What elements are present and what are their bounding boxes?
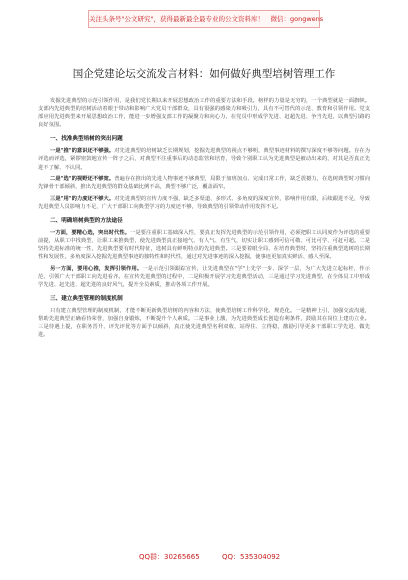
footer xyxy=(0,552,408,564)
body-paragraph xyxy=(38,97,370,129)
paragraph-lead: 二是"选"的视野还不够宽。 xyxy=(50,176,115,183)
section-heading: 二、明确培树典型的方法途径 xyxy=(50,218,123,225)
body-paragraph xyxy=(38,195,370,211)
body-paragraph xyxy=(38,265,370,289)
body-paragraph xyxy=(38,307,370,339)
section-heading: 三、建立典型管理的制度机制 xyxy=(50,296,123,303)
document-body xyxy=(38,97,370,343)
paragraph-lead: 一是"推"的意识还不够强。 xyxy=(50,148,115,155)
paragraph-lead: 另一方面，要用心推，发挥引领作用。 xyxy=(50,265,143,272)
section-heading: 一、找准典型培树的突出问题 xyxy=(50,136,123,143)
paragraph-text: 只有建立典型管理的制度机制，才能不断更新典型培树的内容和方法，使典型培树工作科学化、规范化。一是精神上引，加强交流沟通，帮助先进典型正确看待荣誉，加强自身锻炼，不断提升个人素质。二是事业上激，为先进典型成长创造有利条件，鼓励其在岗位上建功立业。三是待遇上提，在职务晋升、评先评优等方面予以倾斜，真正使先进典型名利双收、站得住、立得稳，激励引导更多干部职工学先进、做先进。 xyxy=(38,308,370,339)
document-title: 国企党建论坛交流发言材料：如何做好典型培树管理工作 xyxy=(72,68,336,80)
body-paragraph xyxy=(38,147,370,171)
paragraph-lead: 三是"用"的力度还不够大。 xyxy=(50,195,115,202)
paragraph-text: 发掘先进典型的示范引领作用，是我们党长期以来开展思想政治工作的重要方法和手段。榜样的力量是无穷的，一个典型就是一面旗帜。支部内先进典型的培树活动着眼于带动和影响广大党员干部群众，具有很强的感染力和吸引力，具有不可替代的示范、教育和引领作用。党支部应用先进典型来开展思想政治工作，能进一步增强支部工作的凝聚力和向心力，在党员中形成学先进、赶超先进、争当先进，以典型引路的良好氛围。 xyxy=(38,98,370,129)
body-paragraph xyxy=(38,175,370,191)
paragraph-text: 对先进典型的培树缺乏长期规划，挖掘先进典型的视点不够明，典型事迹材料的撰写深度不够等问题。存在为评选而评选，紧锣密鼓地宣传一阵子之后，对典型不注重事后的动态监管和培育，导致个别职工认为先进典型是被动出来的，对其是否真正先进不了解、不认同。 xyxy=(38,148,370,171)
paragraph-text: 对先进典型的宣传力度不强，缺乏多渠道、多形式、多角度的深度宣传，影响作用有限，后续跟进不足，导致先进典型人员影响力不足，广大干部职工向典型学习的力度还不够，导致典型的引领带动作用发挥不足。 xyxy=(38,195,370,210)
promo-banner: 关注头条号"公文研究"，获得最新最全最专业的公文资料库！ 微信：gongwens xyxy=(88,10,320,28)
paragraph-text: 一是要注重职工基础深入性，要真正发挥先进典型的示范引领作用，必须把职工认同度作为评选的重要前提，从职工中找典型，让职工来推典型，使先进典型真正接地气、有人气、有生气，切实让职工感到可信可敬、可比可学、可赶可超。二是坚持先进标准的统一性，先进典型要有时代特征，选树具有鲜明特点的先进典型。三是要着眼全局，在培育典型时，坚持注重典型选树的长期性和发展性，多角度深入挖掘先进典型事迹的独特性和时代性，通过对先进事迹的深入挖掘，使事迹更加真实鲜活、感人至深。 xyxy=(38,230,370,261)
paragraph-text: 普遍存在推出的先进人物事迹不够典型，局限于加班加点、完成日常工作，缺乏震撼力，在选树典型时习惯向先锋骨干部倾斜，推出先进典型的群众基础比例不高，典型不够广泛，覆盖面窄。 xyxy=(38,176,370,191)
paragraph-text: 一是示范引领跟踪宣传，让先进典型在"学"上先学一步、深学一层，为广大先进立起标杆，作示范，引领广大干部职工向先进看齐。在宣传先进典型的过程中，二是积极开展学习先进典型活动，三是通过学习先进典型，在全体员工中形成学先进、赶先进、超先进的良好风气，提升全员素质，推动各项工作开展。 xyxy=(38,265,370,289)
footer-qq-group: QQ群：30265665 xyxy=(139,553,200,561)
paragraph-lead: 一方面，要精心选，突出时代性。 xyxy=(50,230,131,237)
body-paragraph xyxy=(38,229,370,261)
footer-qq: QQ：535304092 xyxy=(222,553,281,561)
